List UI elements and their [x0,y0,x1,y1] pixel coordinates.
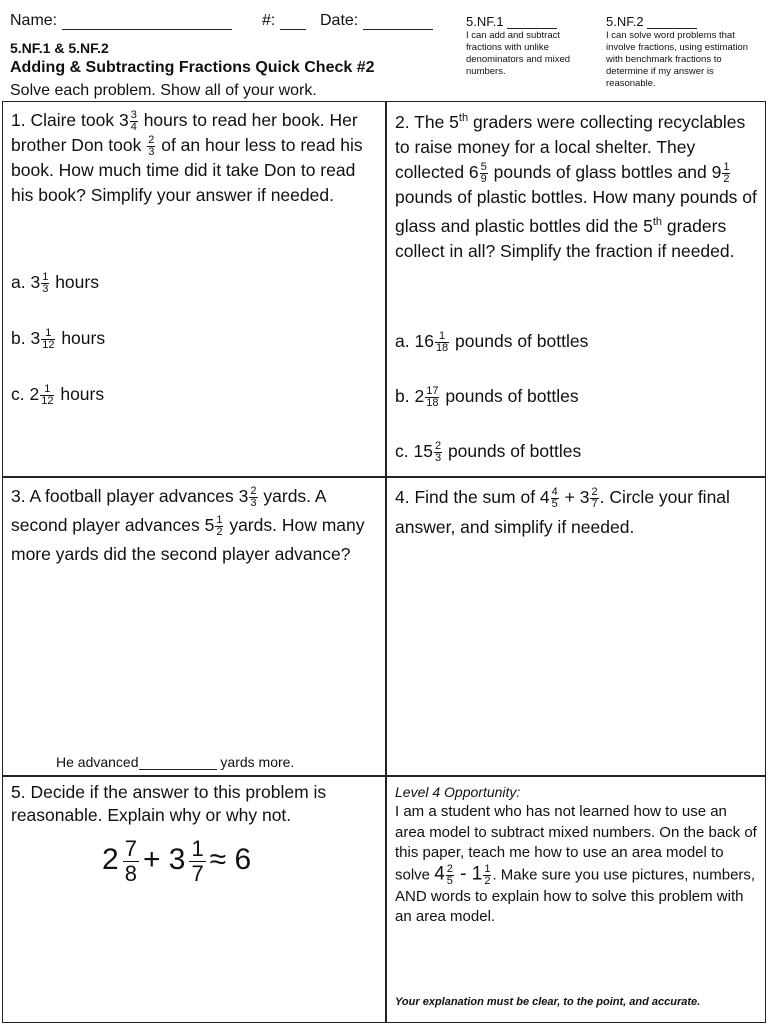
q2-option-b[interactable]: b. 2 $\frac{17}{18}$ pounds of bottles [395,385,579,409]
grid-divider-row1 [2,476,766,478]
q2-option-a[interactable]: a. 16 $\frac{1}{18}$ pounds of bottles [395,330,589,354]
q4-fraction-2: $\frac{2}{7}$ [591,485,598,510]
number-label: #: [262,12,276,29]
name-label: Name: [10,12,58,29]
question-4 [395,482,757,542]
name-blank[interactable] [62,13,232,30]
standard-2-blank[interactable] [647,16,697,29]
q1-fraction-2: $\frac{2}{3}$ [148,133,155,158]
question-2: 2. The 5th graders were collecting recyclables to raise money for a local shelter. They collected 6 $\frac{5}{9}$ pounds of glass bottles and 9 $\frac{1}{2}$ pounds of plastic bottles. How many pounds of glass and plastic bottles did the 5th graders collect in all? Simplify the fraction if needed. [395,111,757,261]
q2-text-d: pounds of plastic bottles. How many pounds of glass and plastic bottles did the 5 [395,186,757,236]
standard-1-desc: I can add and subtract fractions with unlike denominators and mixed numbers. [466,30,571,77]
q2-text-b: graders were collecting recyclables to raise money for a local shelter. They collected 6 [395,111,746,182]
q2-text-c: pounds of glass bottles and 9 [488,161,722,182]
grid-divider-row2 [2,775,766,777]
q4-text-a: 4. Find the sum of 4 [395,487,550,507]
q1-text-c: of an hour less to read his book. How much time did it take Don to read his book? Simplify your answer if needed. [11,135,363,205]
q4-fraction-1: $\frac{4}{5}$ [551,485,558,510]
number-field[interactable] [262,12,306,30]
q3-text-a: 3. A football player advances 3 [11,486,249,506]
standard-1 [466,14,596,78]
q5-expression: 2 $\frac{7}{8}$ + 3 $\frac{1}{7}$ ≈ 6 [102,835,252,886]
q4-text-b: + 3 [559,487,590,507]
instructions: Solve each problem. Show all of your work. [10,82,317,99]
number-blank[interactable] [280,13,306,30]
q2-fraction-1: $\frac{5}{9}$ [480,160,487,185]
q2-option-c[interactable]: c. 15 $\frac{2}{3}$ pounds of bottles [395,440,582,464]
standard-2-desc: I can solve word problems that involve fractions, using estimation with benchmark fractions to determine if my answer is reasonable. [606,30,749,89]
standard-2-code: 5.NF.2 [606,14,644,29]
q3-text-c: yards. How many more yards did the second player advance? [11,515,365,564]
q2-fraction-2: $\frac{1}{2}$ [723,160,730,185]
question-1 [11,108,379,208]
date-label: Date: [320,12,359,29]
level4-title: Level 4 Opportunity: [395,784,521,800]
q3-fraction-1: $\frac{2}{3}$ [250,484,257,509]
q1-fraction-1: $\frac{3}{4}$ [130,108,137,133]
q3-answer-line: He advanced yards more. [56,754,295,770]
question-3 [11,482,379,569]
standard-1-code: 5.NF.1 [466,14,504,29]
question-5: 5. Decide if the answer to this problem is reasonable. Explain why or why not. [11,782,327,825]
standard-2 [606,14,762,90]
q1-option-a[interactable]: a. 3 $\frac{1}{3}$ hours [11,271,99,295]
q1-option-b[interactable]: b. 3 $\frac{1}{12}$ hours [11,327,106,351]
date-blank[interactable] [363,13,433,30]
standard-1-blank[interactable] [507,16,557,29]
page-title: Adding & Subtracting Fractions Quick Check #2 [10,59,375,76]
q1-text-b: hours to read her book. Her brother Don took [11,110,358,155]
level4-text: I am a student who has not learned how to use an area model to subtract mixed numbers. On the back of this paper, teach me how to use an area model to solve 4 $\frac{2}{5}$ - 1 $\frac{1}{2}$ . Make sure you use pictures, numbers, AND words to explain how to solve this problem with an area model. [395,803,757,925]
q4-text-c: . Circle your final answer, and simplify if needed. [395,487,730,537]
level4-note: Your explanation must be clear, to the point, and accurate. [395,996,701,1008]
q3-answer-blank[interactable] [139,757,217,770]
q3-fraction-2: $\frac{1}{2}$ [216,513,223,538]
q1-text-a: 1. Claire took 3 [11,110,129,130]
standards-title: 5.NF.1 & 5.NF.2 [10,40,109,56]
date-field[interactable] [320,12,433,30]
q2-text-e: graders collect in all? Simplify the fraction if needed. [395,215,735,261]
grid-divider-vertical [385,101,387,1023]
q1-option-c[interactable]: c. 2 $\frac{1}{12}$ hours [11,383,105,407]
q3-text-b: yards. A second player advances 5 [11,486,326,535]
q2-text-a: 2. The 5 [395,111,459,132]
name-field[interactable] [10,12,232,30]
